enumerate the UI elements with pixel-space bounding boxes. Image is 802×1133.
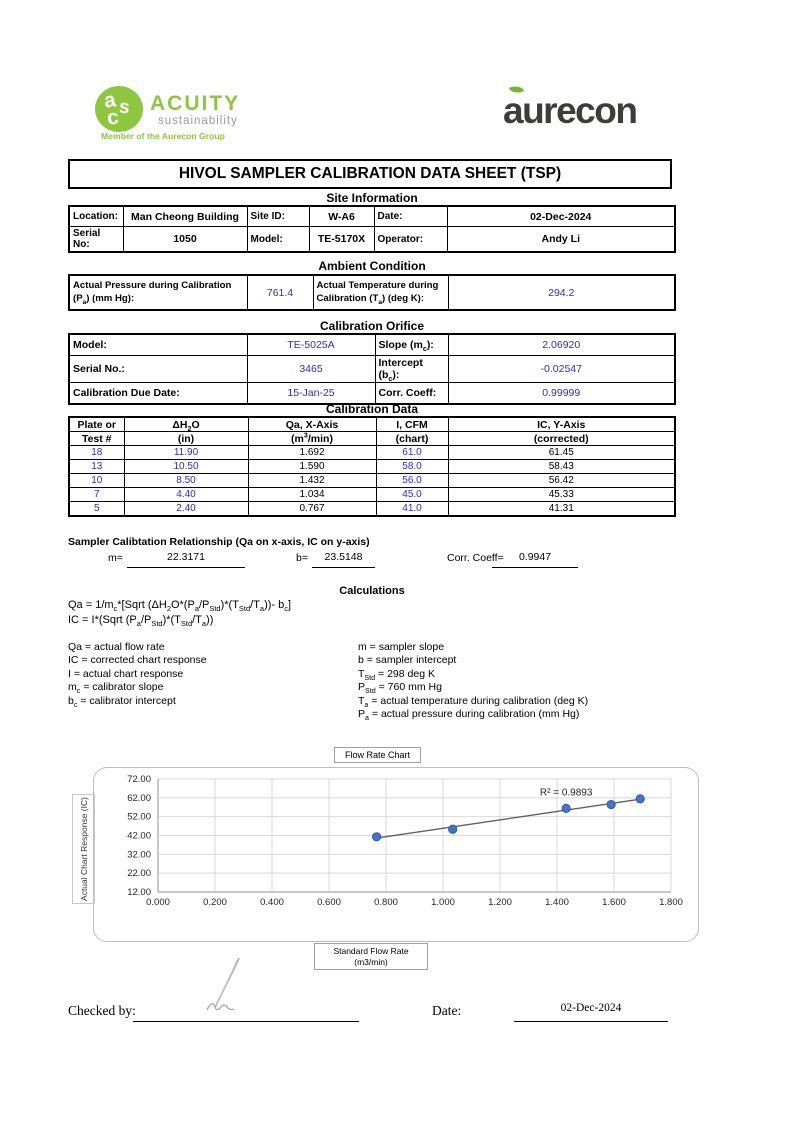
m-underline [127, 567, 245, 568]
svg-text:1.400: 1.400 [545, 897, 569, 908]
acuity-logo-name: ACUITY [150, 92, 241, 115]
cell-i: 41.0 [376, 502, 448, 517]
cell-qa: 1.432 [248, 474, 376, 488]
svg-text:0.400: 0.400 [260, 897, 284, 908]
cell-qa: 0.767 [248, 502, 376, 517]
col-subheader: (in) [124, 432, 248, 446]
site-label: Model: [247, 227, 309, 253]
date-value: 02-Dec-2024 [560, 1002, 622, 1014]
definition: $P_a$ = actual pressure during calibration (mm Hg) [358, 708, 580, 723]
cell-dh2o: 11.90 [124, 446, 248, 460]
site-value: Andy Li [447, 227, 675, 253]
definition: $m_c$ = calibrator slope [68, 681, 164, 696]
calibration-data-table [68, 416, 676, 517]
definition: b = sampler intercept [358, 654, 457, 667]
cell-ic: 45.33 [448, 488, 675, 502]
col-header: IC, Y-Axis [448, 417, 675, 432]
chart-y-axis-title: Actual Chart Response (IC) [72, 794, 95, 904]
orifice-label2: Slope $(m_c)$: [375, 334, 448, 356]
chart-title: Flow Rate Chart [334, 747, 421, 763]
cell-ic: 56.42 [448, 474, 675, 488]
cell-qa: 1.590 [248, 460, 376, 474]
svg-text:1.000: 1.000 [431, 897, 455, 908]
site-value: W-A6 [309, 206, 374, 227]
cell-dh2o: 10.50 [124, 460, 248, 474]
acuity-monogram-c: c [105, 105, 120, 130]
corr-coeff-underline [492, 567, 578, 568]
definitions-left [68, 641, 207, 708]
definitions-right [358, 641, 588, 721]
aurecon-logo [503, 92, 636, 129]
svg-text:1.200: 1.200 [488, 897, 512, 908]
orifice-label: Calibration Due Date: [69, 383, 247, 405]
cell-dh2o: 8.50 [124, 474, 248, 488]
ambient-condition-table [68, 274, 676, 311]
signature [193, 956, 265, 1020]
cell-dh2o: 4.40 [124, 488, 248, 502]
definition: IC = corrected chart response [68, 654, 207, 667]
b-underline [312, 567, 375, 568]
site-value: 02-Dec-2024 [447, 206, 675, 227]
svg-text:0.600: 0.600 [317, 897, 341, 908]
table-row [69, 460, 675, 474]
col-subheader: Test # [69, 432, 124, 446]
acuity-monogram-a: a [102, 88, 118, 113]
definition: m = sampler slope [358, 641, 445, 653]
calibration-orifice-heading: Calibration Orifice [319, 319, 425, 333]
col-header: $\Delta H_2O$ [124, 417, 248, 432]
col-header: I, CFM [376, 417, 448, 432]
svg-text:52.00: 52.00 [127, 811, 151, 823]
acuity-member-line: Member of the Aurecon Group [101, 131, 225, 141]
site-label: Date: [374, 206, 447, 227]
acuity-monogram-icon [95, 86, 143, 132]
page-title: HIVOL SAMPLER CALIBRATION DATA SHEET (TSP) [68, 159, 672, 189]
acuity-logo-tagline: sustainability [158, 115, 238, 127]
cell-i: 58.0 [376, 460, 448, 474]
cell-ic: 61.45 [448, 446, 675, 460]
cell-dh2o: 2.40 [124, 502, 248, 517]
svg-text:22.00: 22.00 [127, 868, 151, 880]
orifice-value2: -0.02547 [448, 356, 675, 383]
orifice-value: 3465 [247, 356, 375, 383]
site-information-table [68, 205, 676, 253]
svg-text:42.00: 42.00 [127, 830, 151, 842]
cell-test: 5 [69, 502, 124, 517]
orifice-label2: Corr. Coeff: [375, 383, 448, 405]
svg-text:32.00: 32.00 [127, 849, 151, 861]
table-row [69, 446, 675, 460]
svg-text:0.800: 0.800 [374, 897, 398, 908]
date-line [514, 1021, 668, 1022]
svg-text:0.000: 0.000 [146, 897, 170, 908]
definition: Qa = actual flow rate [68, 641, 165, 653]
cell-ic: 58.43 [448, 460, 675, 474]
cell-test: 13 [69, 460, 124, 474]
orifice-value: TE-5025A [247, 334, 375, 356]
ic-formula: IC = I*(Sqrt $(P_a/P_{Std})*(T_{Std}/T_a)$) [68, 614, 214, 629]
definition: $P_{Std} = 760$ mm Hg [358, 681, 442, 696]
table-row [69, 474, 675, 488]
site-value: TE-5170X [309, 227, 374, 253]
flow-rate-chart-plot [94, 768, 698, 941]
svg-text:1.800: 1.800 [659, 897, 683, 908]
orifice-label: Serial No.: [69, 356, 247, 383]
definition: $T_{Std} = 298$ deg K [358, 667, 435, 682]
svg-text:12.00: 12.00 [127, 887, 151, 898]
definition: $b_c$ = calibrator intercept [68, 694, 176, 709]
col-subheader: (chart) [376, 432, 448, 446]
site-information-heading: Site Information [326, 191, 418, 205]
b-value: 23.5148 [324, 551, 363, 563]
ambient-temp-value: 294.2 [448, 275, 675, 310]
site-value: 1050 [123, 227, 247, 253]
date-label: Date: [432, 1003, 462, 1018]
table-row [69, 502, 675, 517]
acuity-monogram-s: s [117, 96, 131, 119]
flow-rate-chart [93, 767, 699, 942]
col-header: Qa, X-Axis [248, 417, 376, 432]
ambient-temp-label: Actual Temperature during Calibration $(T_a)$ (deg K): [313, 275, 448, 310]
cell-test: 10 [69, 474, 124, 488]
ambient-pressure-label: Actual Pressure during Calibration $(P_a)$ (mm Hg): [69, 275, 247, 310]
aurecon-logo-name: aurecon [503, 90, 637, 131]
site-label: Serial No: [69, 227, 123, 253]
cell-ic: 41.31 [448, 502, 675, 517]
relationship-heading: Sampler Calibtation Relationship (Qa on x-axis, IC on y-axis) [68, 536, 370, 548]
orifice-value2: 2.06920 [448, 334, 675, 356]
qa-formula: $Qa = 1/m_c*[Sqrt$ $(\Delta H_2O*(P_a/P_{Std})*(T_{Std}/T_a))-$ $b_c$] [68, 599, 292, 614]
checked-by-label: Checked by: [68, 1003, 136, 1018]
col-subheader: (corrected) [448, 432, 675, 446]
ambient-pressure-value: 761.4 [247, 275, 313, 310]
site-label: Operator: [374, 227, 447, 253]
b-label: b= [296, 552, 308, 564]
cell-i: 45.0 [376, 488, 448, 502]
site-label: Location: [69, 206, 123, 227]
ambient-condition-heading: Ambient Condition [318, 259, 426, 273]
definition: I = actual chart response [68, 667, 184, 680]
definition: $T_a$ = actual temperature during calibration (deg K) [358, 694, 589, 709]
table-row [69, 488, 675, 502]
col-header: Plate or [69, 417, 124, 432]
chart-x-axis-title: Standard Flow Rate (m3/min) [314, 943, 428, 970]
checked-by-line [133, 1021, 359, 1022]
cell-test: 7 [69, 488, 124, 502]
calibration-data-heading: Calibration Data [325, 402, 418, 416]
svg-text:72.00: 72.00 [127, 774, 151, 785]
m-label: m= [108, 552, 123, 564]
cell-i: 61.0 [376, 446, 448, 460]
orifice-value2: 0.99999 [448, 383, 675, 405]
calibration-orifice-table [68, 333, 676, 405]
svg-text:62.00: 62.00 [127, 792, 151, 804]
cell-qa: 1.692 [248, 446, 376, 460]
cell-qa: 1.034 [248, 488, 376, 502]
orifice-label: Model: [69, 334, 247, 356]
svg-text:0.200: 0.200 [203, 897, 227, 908]
svg-text:1.600: 1.600 [602, 897, 626, 908]
site-label: Site ID: [247, 206, 309, 227]
corr-coeff-value: 0.9947 [518, 551, 552, 563]
orifice-label2: Intercept $(b_c)$: [375, 356, 448, 383]
cell-i: 56.0 [376, 474, 448, 488]
corr-coeff-label: Corr. Coeff= [447, 552, 504, 564]
site-value: Man Cheong Building [123, 206, 247, 227]
m-value: 22.3171 [167, 551, 205, 563]
col-subheader: $(m^3/\min)$ [248, 432, 376, 446]
svg-text:R² = 0.9893: R² = 0.9893 [539, 787, 593, 799]
orifice-value: 15-Jan-25 [247, 383, 375, 405]
cell-test: 18 [69, 446, 124, 460]
calculations-heading: Calculations [339, 585, 405, 597]
